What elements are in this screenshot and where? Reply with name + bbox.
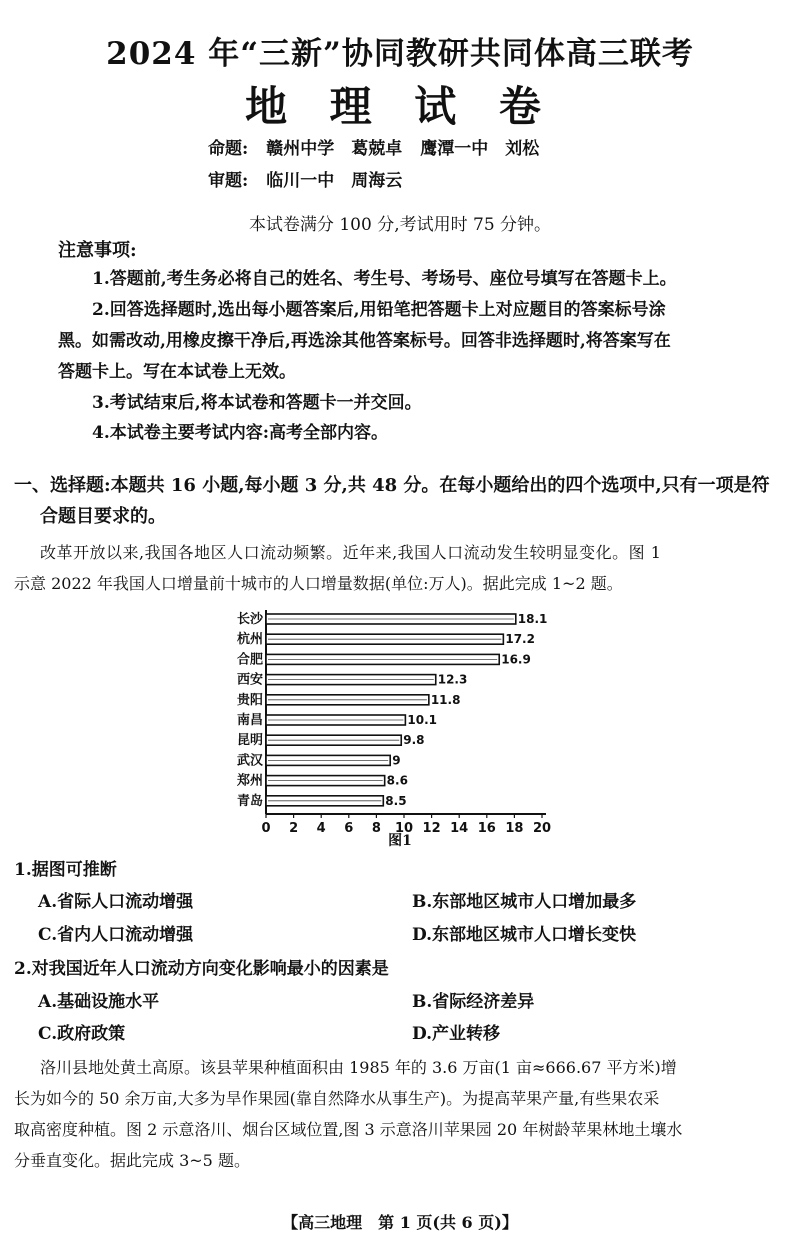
author-2: 鹰潭一中 刘松	[420, 139, 540, 159]
author-1: 赣州中学 葛兢卓	[266, 139, 403, 159]
data-label: 9	[392, 753, 401, 768]
q2-option-a: A.基础设施水平	[38, 992, 160, 1012]
passage2-line-2: 长为如今的 50 余万亩,大多为旱作果园(靠自然降水从事生产)。为提高苹果产量,有些果农采	[14, 1089, 660, 1108]
x-tick-label: 16	[477, 821, 496, 836]
data-label: 12.3	[437, 672, 468, 687]
author-row	[208, 134, 557, 159]
category-label: 昆明	[236, 733, 263, 749]
passage2-line-1: 洛川县地处黄土高原。该县苹果种植面积由 1985 年的 3.6 万亩(1 亩≈666.67 平方米)增	[40, 1058, 677, 1077]
data-label: 8.5	[385, 793, 407, 808]
notice-item-2b: 黑。如需改动,用橡皮擦干净后,再选涂其他答案标号。回答非选择题时,将答案写在	[58, 331, 671, 351]
x-tick-label: 6	[344, 821, 354, 836]
x-tick-label: 4	[316, 821, 326, 836]
q2-option-d: D.产业转移	[412, 1024, 501, 1044]
exam-title: 2024 年“三新”协同教研共同体高三联考	[106, 36, 694, 72]
notice-item-3: 3.考试结束后,将本试卷和答题卡一并交回。	[92, 393, 422, 413]
figure-caption: 图1	[388, 833, 412, 849]
question-1: 1.据图可推断	[14, 860, 117, 880]
notice-item-4: 4.本试卷主要考试内容:高考全部内容。	[92, 423, 389, 443]
q2-option-c: C.政府政策	[38, 1024, 126, 1044]
x-tick-label: 10	[394, 821, 414, 836]
x-tick-label: 12	[422, 821, 441, 836]
x-tick-label: 2	[289, 821, 299, 836]
category-label: 武汉	[236, 753, 263, 769]
exam-note: 本试卷满分 100 分,考试用时 75 分钟。	[248, 215, 552, 235]
passage2-line-4: 分垂直变化。据此完成 3~5 题。	[14, 1151, 250, 1170]
section-heading: 一、选择题:本题共 16 小题,每小题 3 分,共 48 分。在每小题给出的四个选项中,只有一项是符	[14, 475, 770, 496]
page-footer: 【高三地理 第 1 页(共 6 页)】	[282, 1213, 518, 1232]
q2-option-b: B.省际经济差异	[412, 992, 535, 1012]
population-bar-chart	[220, 604, 560, 836]
category-label: 杭州	[236, 632, 263, 648]
notice-item-1: 1.答题前,考生务必将自己的姓名、考生号、考场号、座位号填写在答题卡上。	[92, 269, 677, 289]
data-label: 9.8	[403, 733, 425, 748]
x-tick-label: 14	[450, 821, 469, 836]
q1-option-b: B.东部地区城市人口增加最多	[412, 892, 637, 912]
category-label: 南昌	[236, 713, 263, 728]
notice-item-2a: 2.回答选择题时,选出每小题答案后,用铅笔把答题卡上对应题目的答案标号涂	[92, 300, 666, 320]
data-label: 17.2	[505, 632, 535, 647]
category-label: 郑州	[236, 773, 263, 789]
q1-option-a: A.省际人口流动增强	[38, 892, 194, 912]
data-label: 10.1	[407, 713, 437, 727]
intro-line-1: 改革开放以来,我国各地区人口流动频繁。近年来,我国人口流动发生较明显变化。图 1	[40, 543, 662, 562]
reviewer-row	[208, 166, 420, 191]
passage2-line-3: 取高密度种植。图 2 示意洛川、烟台区域位置,图 3 示意洛川苹果园 20 年树龄苹果林地土壤水	[14, 1120, 683, 1139]
category-label: 长沙	[236, 612, 263, 627]
x-tick-label: 8	[371, 821, 381, 836]
author-label: 命题:	[208, 139, 249, 159]
q1-option-c: C.省内人口流动增强	[38, 925, 194, 945]
category-label: 青岛	[236, 793, 263, 809]
x-tick-label: 18	[505, 821, 524, 836]
reviewer: 临川一中 周海云	[266, 171, 403, 191]
notice-heading: 注意事项:	[58, 240, 137, 261]
x-tick-label: 20	[532, 821, 552, 836]
category-label: 西安	[236, 672, 263, 688]
data-label: 16.9	[501, 652, 531, 667]
data-label: 8.6	[386, 773, 408, 788]
data-label: 11.8	[430, 692, 461, 707]
notice-item-2c: 答题卡上。写在本试卷上无效。	[58, 362, 296, 382]
category-label: 贵阳	[236, 692, 263, 708]
x-tick-label: 0	[261, 821, 271, 836]
intro-line-2: 示意 2022 年我国人口增量前十城市的人口增量数据(单位:万人)。据此完成 1~2 题。	[14, 574, 623, 593]
category-label: 合肥	[236, 652, 263, 668]
q1-option-d: D.东部地区城市人口增长变快	[412, 925, 637, 945]
reviewer-label: 审题:	[208, 171, 249, 191]
data-label: 18.1	[517, 612, 548, 626]
subject-title: 地 理 试 卷	[245, 82, 555, 131]
section-heading-cont: 合题目要求的。	[40, 506, 166, 527]
question-2: 2.对我国近年人口流动方向变化影响最小的因素是	[14, 959, 389, 979]
